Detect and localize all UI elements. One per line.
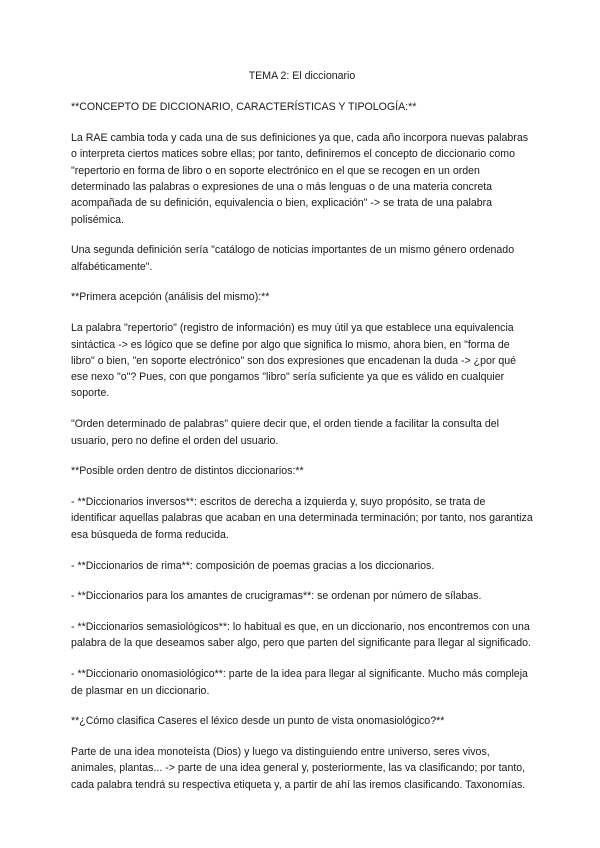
list-item-onomasiologico: - **Diccionario onomasiológico**: parte de la idea para llegar al significante. Mucho más compleja de plasmar en un diccionario. xyxy=(71,668,528,697)
section-heading-primera-acepcion: **Primera acepción (análisis del mismo):** xyxy=(71,291,270,304)
paragraph-orden-determinado: "Orden determinado de palabras" quiere decir que, el orden tiende a facilitar la consulta del usuario, pero no define el orden del usuario. xyxy=(71,418,500,447)
paragraph-taxonomias: Parte de una idea monoteísta (Dios) y luego va distinguiendo entre universo, seres vivos, animales, plantas... -> parte de una idea general y, posteriormente, las va clasificando; por tanto, cada palabra tendrá su respectiva etiqueta y, a partir de ahí las iremos clasificando. Taxonomías. xyxy=(71,746,526,791)
list-item-inversos: - **Diccionarios inversos**: escritos de derecha a izquierda y, suyo propósito, se trata de identificar aquellas palabras que acaban en una determinada terminación; por tanto, nos garantiza esa búsqueda de forma reducida. xyxy=(71,496,533,541)
document-title: TEMA 2: El diccionario xyxy=(248,70,356,82)
section-heading-posible-orden: **Posible orden dentro de distintos diccionarios:** xyxy=(71,465,304,478)
list-item-crucigramas: - **Diccionarios para los amantes de crucigramas**: se ordenan por número de sílabas. xyxy=(71,590,482,603)
section-heading-caseres: **¿Cómo clasifica Caseres el léxico desde un punto de vista onomasiológico?** xyxy=(71,715,445,728)
list-item-rima: - **Diccionarios de rima**: composición de poemas gracias a los diccionarios. xyxy=(71,559,435,572)
document-page xyxy=(71,68,533,808)
paragraph-repertorio: La palabra "repertorio" (registro de información) es muy útil ya que establece una equivalencia sintáctica -> es lógico que se define por algo que significa lo mismo, ahora bien, en "forma de libro" o bien, "en soporte electrónico" son dos expresiones que encadenan la duda -> ¿por qué ese nexo "o"? Pues, con que pongamos "libro" sería suficiente ya que es válido en cualquier soporte. xyxy=(71,322,517,400)
list-item-semasiologicos: - **Diccionarios semasiológicos**: lo habitual es que, en un diccionario, nos encontremos con una palabra de la que deseamos saber algo, pero que parten del significante para llegar al significado. xyxy=(71,621,531,650)
paragraph-definicion-rae: La RAE cambia toda y cada una de sus definiciones ya que, cada año incorpora nuevas palabras o interpreta ciertos matices sobre ellas; por tanto, definiremos el concepto de diccionario como "repertorio en forma de libro o en soporte electrónico en el que se recogen en un orden determinado las palabras o expresiones de una o más lenguas o de una materia concreta acompañada de su definición, equivalencia o bien, explicación" -> se trata de una palabra polisémica. xyxy=(71,132,529,226)
paragraph-segunda-definicion: Una segunda definición sería "catálogo de noticias importantes de un mismo género ordenado alfabéticamente". xyxy=(71,244,515,273)
section-heading-concepto: **CONCEPTO DE DICCIONARIO, CARACTERÍSTICAS Y TIPOLOGÍA:** xyxy=(71,101,417,114)
